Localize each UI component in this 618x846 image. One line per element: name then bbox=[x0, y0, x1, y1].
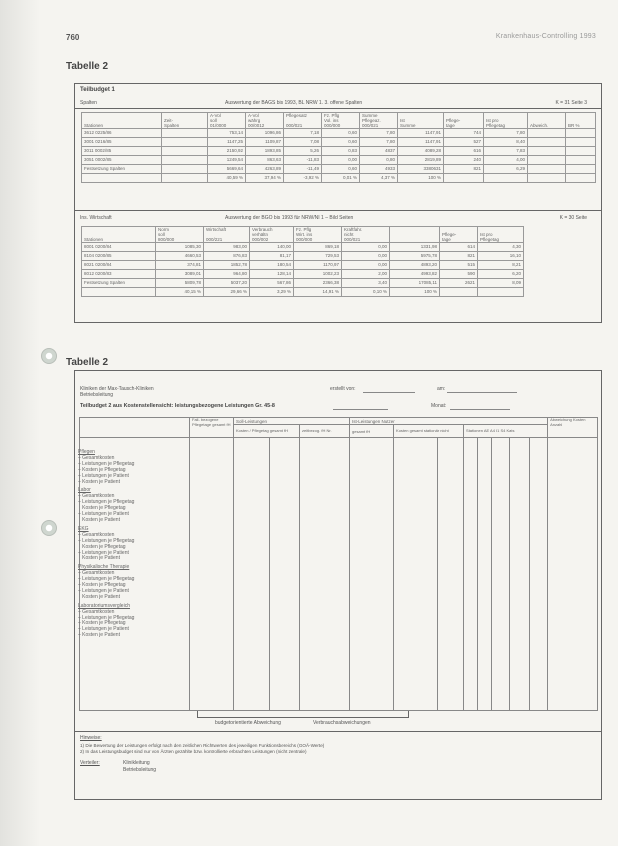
budget-group bbox=[78, 604, 188, 639]
table-cell: 8,21 bbox=[478, 261, 524, 270]
table-cell: 821 bbox=[444, 165, 484, 174]
budget-line-item: – Gesamtkosten bbox=[78, 454, 115, 461]
table-cell: 7,80 bbox=[360, 129, 398, 138]
budget-group bbox=[78, 527, 188, 562]
table-cell: 5975,78 bbox=[390, 252, 440, 261]
table-cell bbox=[528, 147, 566, 156]
budget-line-item: – Kosten je Patient bbox=[78, 478, 120, 485]
table-cell: 3380631 bbox=[398, 165, 444, 174]
table-cell: 515 bbox=[440, 261, 478, 270]
col-soll-leistungen: Soll-Leistungen bbox=[234, 418, 350, 425]
table-cell: 4,30 bbox=[478, 243, 524, 252]
budget-line-item: Kosten je Patient bbox=[78, 593, 120, 600]
table-cell: Ist Summe bbox=[398, 113, 444, 129]
table-cell: 964,80 bbox=[204, 270, 250, 279]
budget-group bbox=[78, 488, 188, 523]
table-cell: 3001 0216/85 bbox=[82, 138, 162, 147]
table-cell: 180,54 bbox=[250, 261, 294, 270]
table-cell: Ist pro Pflegetag bbox=[478, 227, 524, 243]
budget-line-item: – Kosten je Pflegetag bbox=[78, 466, 126, 473]
table-cell: Festsetzung Spalten bbox=[82, 279, 156, 288]
table-cell: A-Vol soll 01/0000 bbox=[208, 113, 246, 129]
table-cell: BR % bbox=[566, 113, 596, 129]
table-cell: Festsetzung Spalten bbox=[82, 165, 162, 174]
table-cell bbox=[528, 129, 566, 138]
table-cell: 1147,91 bbox=[398, 129, 444, 138]
table-cell: 40,59 % bbox=[208, 174, 246, 183]
budget-line-item: – Leistungen je Patient bbox=[78, 626, 129, 633]
budget-line-item: – Kosten je Pflegetag bbox=[78, 620, 126, 627]
table-cell: Stationen bbox=[82, 227, 156, 243]
table-row bbox=[82, 147, 596, 156]
table-cell: 1147,25 bbox=[208, 138, 246, 147]
table-row bbox=[82, 165, 596, 174]
table-cell: 616 bbox=[444, 147, 484, 156]
table-cell: 863,63 bbox=[246, 156, 284, 165]
table-header-row bbox=[82, 113, 596, 129]
budget-line-item: – Leistungen je Pflegetag bbox=[78, 576, 135, 583]
budget-line-item: – Leistungen je Pflegetag bbox=[78, 537, 135, 544]
table-cell: 29,66 % bbox=[204, 288, 250, 297]
table-cell: 8001 0200/84 bbox=[82, 243, 156, 252]
table-cell: 1085,30 bbox=[156, 243, 204, 252]
table-cell: 4263,89 bbox=[246, 165, 284, 174]
row-caption: Auswertung der BGO bis 1993 für NRW/NI 1 – Bild Seiten bbox=[225, 215, 354, 221]
table-cell: 37,94 % bbox=[246, 174, 284, 183]
table-cell bbox=[478, 288, 524, 297]
table-cell: 1893,85 bbox=[246, 147, 284, 156]
table-cell: 81,17 bbox=[250, 252, 294, 261]
binder-hole-icon bbox=[41, 348, 57, 364]
table-cell: Norm soll 800/000 bbox=[156, 227, 204, 243]
table-cell: 3,40 bbox=[342, 279, 390, 288]
table-cell: 14,91 % bbox=[294, 288, 342, 297]
budget-line-item: Kosten je Patient bbox=[78, 555, 120, 562]
table-cell: 4660,53 bbox=[156, 252, 204, 261]
table-cell bbox=[528, 138, 566, 147]
budget-line-item: – Kosten je Patient bbox=[78, 632, 120, 639]
table-cell: Verbrauch verhältn 000/002 bbox=[250, 227, 294, 243]
table-cell: 2366,38 bbox=[294, 279, 342, 288]
table-cell: Wirtschaft 000/221 bbox=[204, 227, 250, 243]
table-cell: 3,29 % bbox=[250, 288, 294, 297]
table-cell: Pflege- tage bbox=[440, 227, 478, 243]
budget-group bbox=[78, 565, 188, 600]
budget-line-item: – Gesamtkosten bbox=[78, 608, 115, 615]
table-cell: 0,60 bbox=[322, 165, 360, 174]
table-cell: 374,81 bbox=[156, 261, 204, 270]
table-cell bbox=[162, 165, 208, 174]
table-cell: 1147,91 bbox=[398, 138, 444, 147]
table-cell: 4,00 bbox=[484, 156, 528, 165]
table-cell bbox=[566, 147, 596, 156]
table-cell: A-Vol währg 00/0012 bbox=[246, 113, 284, 129]
table-cell: Pflege- tage bbox=[444, 113, 484, 129]
note: 1) Die Bewertung der Leistungen erfolgt nach den zeitlichen Richtwerten des jeweiligen Funktionsbereichs (GOÄ-Werte) bbox=[80, 743, 325, 748]
table-cell: 876,83 bbox=[204, 252, 250, 261]
table-cell: 3612 0225/86 bbox=[82, 129, 162, 138]
table-cell: 527 bbox=[444, 138, 484, 147]
clinic-name: Kliniken der Max-Tausch-Kliniken bbox=[80, 386, 154, 392]
table-cell: -11,83 bbox=[284, 156, 322, 165]
budget-line-item: – Leistungen je Pflegetag bbox=[78, 499, 135, 506]
binder-hole-icon bbox=[41, 520, 57, 536]
cost-table-1 bbox=[81, 112, 596, 183]
budget-line-item: – Gesamtkosten bbox=[78, 493, 115, 500]
table-cell: 753,14 bbox=[208, 129, 246, 138]
table-row bbox=[82, 156, 596, 165]
table-cell bbox=[566, 129, 596, 138]
table-cell: 5037,20 bbox=[204, 279, 250, 288]
table-cell: 0,60 bbox=[322, 138, 360, 147]
table-cell: 100 % bbox=[390, 288, 440, 297]
table-cell: Pflegesatz 000/021 bbox=[284, 113, 322, 129]
budget-group-name: EKG bbox=[78, 525, 89, 532]
budget-group-name: Physikalische Therapie bbox=[78, 564, 130, 571]
table-cell: 6,29 bbox=[484, 165, 528, 174]
table-cell bbox=[82, 174, 162, 183]
note: 2) In das Leistungsbudget sind nur von Ärzten gezählte bzw. kontrollierte erbrachten Leistungen (nicht zentrale) bbox=[80, 749, 307, 754]
am-label: am: bbox=[437, 386, 446, 392]
table-row bbox=[82, 279, 524, 288]
budget-line-item: Kosten je Patient bbox=[78, 516, 120, 523]
section-title: Tabelle 2 bbox=[66, 357, 109, 368]
table-cell: Fz. Pflg Wirt. ins 000/000 bbox=[294, 227, 342, 243]
table-cell: 100 % bbox=[398, 174, 444, 183]
running-header: Krankenhaus-Controlling 1993 bbox=[495, 33, 596, 40]
table-cell: Zeit- Spalten bbox=[162, 113, 208, 129]
verteiler-line: Betriebsleitung bbox=[123, 767, 157, 773]
table-cell: 5,26 bbox=[284, 147, 322, 156]
table-row bbox=[82, 270, 524, 279]
row-caption: K = 31 Seite 3 bbox=[555, 100, 587, 106]
table-cell bbox=[484, 174, 528, 183]
table-cell: Kraftfahr. nicht 000/021 bbox=[342, 227, 390, 243]
table-cell: 0,60 bbox=[322, 129, 360, 138]
table-cell: 240 bbox=[444, 156, 484, 165]
row-label: Spalten bbox=[80, 100, 97, 106]
table-cell: 4893,20 bbox=[390, 261, 440, 270]
table-cell: 7,80 bbox=[360, 138, 398, 147]
table-cell bbox=[162, 174, 208, 183]
table-cell: 5669,64 bbox=[208, 165, 246, 174]
table-cell: 1331,98 bbox=[390, 243, 440, 252]
table-cell: 2819,89 bbox=[398, 156, 444, 165]
table-cell: 4933 bbox=[360, 165, 398, 174]
table-cell: -11,49 bbox=[284, 165, 322, 174]
table-cell: 0,10 % bbox=[342, 288, 390, 297]
table-row bbox=[82, 129, 596, 138]
table-cell bbox=[82, 288, 156, 297]
table-cell: 0,80 bbox=[360, 156, 398, 165]
table-cell: 0,83 bbox=[322, 147, 360, 156]
monat-label: Monat: bbox=[431, 403, 447, 409]
table-row bbox=[82, 138, 596, 147]
col-abweichung: Abweichung Kosten Anzahl bbox=[548, 418, 598, 438]
table-cell: 16,10 bbox=[478, 252, 524, 261]
col-kosten-pflegetag: Kosten / Pflegetag gesamt fH bbox=[234, 425, 300, 438]
table-cell: 821 bbox=[440, 252, 478, 261]
col-fallbezogen: Fall- bezogene Pflegetage gesamt fH bbox=[190, 418, 234, 438]
bracket bbox=[197, 711, 409, 718]
table-row bbox=[82, 243, 524, 252]
erstellt-field[interactable] bbox=[363, 392, 415, 393]
table-cell: 4089,28 bbox=[398, 147, 444, 156]
budget-line-item: – Leistungen je Pflegetag bbox=[78, 614, 135, 621]
table-row bbox=[82, 261, 524, 270]
col-ist-leistungen: Ist-Leistungen Nutzer bbox=[350, 418, 548, 425]
table-cell bbox=[566, 138, 596, 147]
budget-group-name: Laboratoriumsvergleich bbox=[78, 602, 130, 609]
table-cell: 40,15 % bbox=[156, 288, 204, 297]
section-title: Tabelle 2 bbox=[66, 61, 109, 72]
budget-row-labels bbox=[78, 447, 188, 639]
table-cell: Abweich. bbox=[528, 113, 566, 129]
table-cell: 869,18 bbox=[294, 243, 342, 252]
table-cell: Fz. Pflg Vol. ins 000/000 bbox=[322, 113, 360, 129]
table-cell bbox=[566, 156, 596, 165]
table-cell: 2150,92 bbox=[208, 147, 246, 156]
table-cell: 8104 0200/85 bbox=[82, 252, 156, 261]
table-cell bbox=[528, 174, 566, 183]
table-cell: Stationen bbox=[82, 113, 162, 129]
table-cell: 3089,01 bbox=[156, 270, 204, 279]
col-stationen: Stationen AE A4 I1 S4 Kats bbox=[464, 425, 548, 438]
table-cell: 7,83 bbox=[484, 147, 528, 156]
table-cell: Summe Pflegeaz. 000/021 bbox=[360, 113, 398, 129]
budget-line-item: – Leistungen je Patient bbox=[78, 549, 129, 556]
budget-line-item: – Leistungen je Pflegetag bbox=[78, 460, 135, 467]
table-cell bbox=[390, 227, 440, 243]
table-cell: 2621 bbox=[440, 279, 478, 288]
table-cell bbox=[162, 129, 208, 138]
table-cell: 2,00 bbox=[342, 270, 390, 279]
table-cell bbox=[528, 165, 566, 174]
budget-group bbox=[78, 450, 188, 485]
budget-group-name: Pflegen bbox=[78, 449, 95, 455]
budget-line-item: – Kosten je Pflegetag bbox=[78, 582, 126, 589]
table-cell: 4993,82 bbox=[390, 270, 440, 279]
budget-line-item: – Leistungen je Patient bbox=[78, 472, 129, 479]
erstellt-label: erstellt von: bbox=[330, 386, 356, 392]
table-cell: 8021 0200/84 bbox=[82, 261, 156, 270]
table-cell: 128,14 bbox=[250, 270, 294, 279]
table-cell bbox=[162, 138, 208, 147]
am-field[interactable] bbox=[447, 392, 517, 393]
table-cell bbox=[162, 147, 208, 156]
hinweise-label: Hinweise: bbox=[80, 735, 102, 741]
col-gesamt: gesamt fH bbox=[350, 425, 394, 438]
table-cell bbox=[528, 156, 566, 165]
cost-table-2 bbox=[81, 226, 524, 297]
table-cell: Ist pro Pflegetag bbox=[484, 113, 528, 129]
bracket-label: budgetorientierte Abweichung bbox=[215, 720, 281, 726]
budget-group-name: Labor bbox=[78, 487, 91, 494]
binder-margin bbox=[0, 0, 40, 846]
verteiler-label: Verteiler: bbox=[80, 760, 100, 766]
table-cell bbox=[566, 165, 596, 174]
table-cell: 3051 0002/85 bbox=[82, 156, 162, 165]
table-row bbox=[82, 252, 524, 261]
bracket-label: Verbrauchsabweichungen bbox=[313, 720, 371, 726]
table-cell: 8,09 bbox=[478, 279, 524, 288]
table-cell: 3011 0002/85 bbox=[82, 147, 162, 156]
table-cell: 7,08 bbox=[284, 138, 322, 147]
table-cell: 8012 0200/83 bbox=[82, 270, 156, 279]
table-cell: 983,00 bbox=[204, 243, 250, 252]
form-title: Teilbudget 2 aus Kostenstellensicht: leistungsbezogene Leistungen Gr. 45-8 bbox=[80, 403, 275, 409]
row-label: Ins. Wirtschaft bbox=[80, 215, 112, 221]
col-zeitbezogen: zeitbezog. fH Nr. bbox=[300, 425, 350, 438]
table-cell bbox=[440, 288, 478, 297]
table-cell: 1170,97 bbox=[294, 261, 342, 270]
table-cell: 590 bbox=[440, 270, 478, 279]
table-cell: 1852,78 bbox=[204, 261, 250, 270]
table-cell: 4,37 % bbox=[360, 174, 398, 183]
table-footer-row bbox=[82, 288, 524, 297]
monat-field[interactable] bbox=[450, 409, 510, 410]
table-cell: 6,20 bbox=[478, 270, 524, 279]
row-caption: Auswertung der BAGS bis 1993, BL NRW 1. 3. offene Spalten bbox=[225, 100, 363, 106]
table-cell: 8,40 bbox=[484, 138, 528, 147]
row-caption: K = 30 Seite bbox=[559, 215, 587, 221]
table-footer-row bbox=[82, 174, 596, 183]
page-number: 760 bbox=[66, 33, 80, 42]
table-cell: 17085,11 bbox=[390, 279, 440, 288]
table-cell: 1096,86 bbox=[246, 129, 284, 138]
table-cell bbox=[162, 156, 208, 165]
table-cell: 1249,54 bbox=[208, 156, 246, 165]
table-cell: 729,53 bbox=[294, 252, 342, 261]
table-cell: 744 bbox=[444, 129, 484, 138]
col-kosten-gesamt: Kosten gesamt stationär nicht bbox=[394, 425, 464, 438]
table-cell: 0,01 % bbox=[322, 174, 360, 183]
table-cell: 140,00 bbox=[250, 243, 294, 252]
budget-line-item: Kosten je Pflegetag bbox=[78, 543, 126, 550]
teilbudget-1-table bbox=[74, 83, 602, 323]
table-title: Teilbudget 1 bbox=[80, 87, 115, 93]
table-cell: 7,80 bbox=[484, 129, 528, 138]
table-cell: 1109,87 bbox=[246, 138, 284, 147]
table-cell bbox=[566, 174, 596, 183]
table-cell: 7,18 bbox=[284, 129, 322, 138]
table-cell: 5809,78 bbox=[156, 279, 204, 288]
table-cell bbox=[444, 174, 484, 183]
table-cell: 1002,23 bbox=[294, 270, 342, 279]
table-cell: 0,00 bbox=[322, 156, 360, 165]
table-cell: 4837 bbox=[360, 147, 398, 156]
table-cell: 0,00 bbox=[342, 252, 390, 261]
budget-line-item: – Leistungen je Patient bbox=[78, 511, 129, 518]
table-cell: 0,00 bbox=[342, 261, 390, 270]
table-cell: -3,92 % bbox=[284, 174, 322, 183]
table-cell: 567,86 bbox=[250, 279, 294, 288]
department-name: Betriebsleitung bbox=[80, 392, 114, 398]
table-cell: 0,00 bbox=[342, 243, 390, 252]
budget-line-item: – Gesamtkosten bbox=[78, 531, 115, 538]
verteiler-line: Klinikleitung bbox=[123, 760, 150, 766]
table-cell: 614 bbox=[440, 243, 478, 252]
budget-line-item: Kosten je Pflegetag bbox=[78, 505, 126, 512]
title-field[interactable] bbox=[333, 409, 388, 410]
budget-line-item: – Leistungen je Patient bbox=[78, 587, 129, 594]
table-header-row bbox=[82, 227, 524, 243]
budget-line-item: – Gesamtkosten bbox=[78, 570, 115, 577]
